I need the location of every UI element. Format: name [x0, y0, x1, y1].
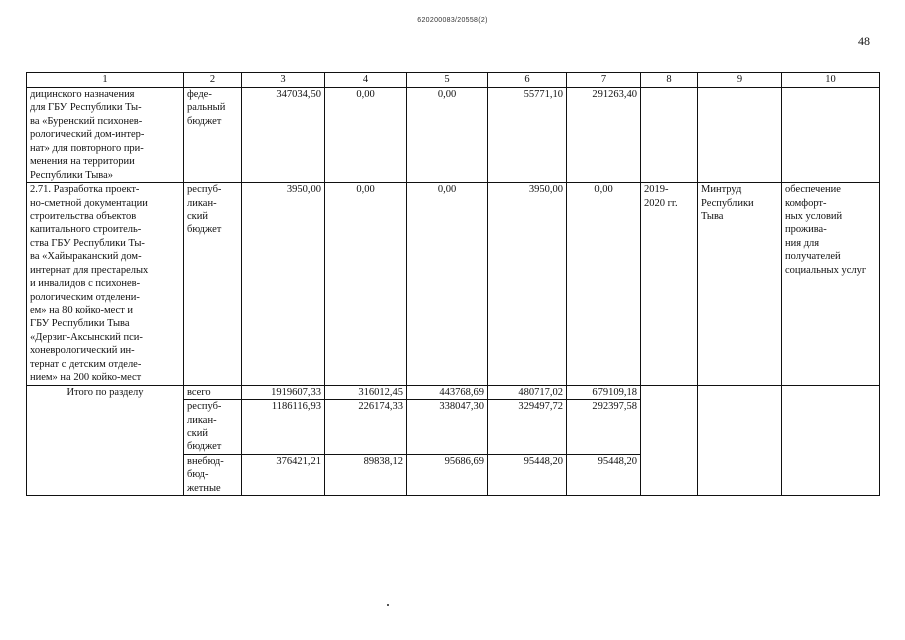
amount-total-cell: 1919607,33 [242, 385, 325, 399]
amount-year-cell: 291263,40 [567, 88, 641, 183]
result-cell [782, 385, 880, 496]
funding-source-cell: респуб- ликан- ский бюджет [184, 400, 242, 455]
scan-speck [387, 604, 389, 606]
executor-cell [698, 385, 782, 496]
budget-table [26, 72, 880, 496]
col-header-1: 1 [27, 73, 184, 88]
amount-year-cell: 292397,58 [567, 400, 641, 455]
amount-total-cell: 3950,00 [242, 183, 325, 386]
amount-year-cell: 0,00 [567, 183, 641, 386]
period-cell [641, 88, 698, 183]
amount-year-cell: 3950,00 [488, 183, 567, 386]
period-cell [641, 385, 698, 496]
col-header-5: 5 [407, 73, 488, 88]
amount-year-cell: 443768,69 [407, 385, 488, 399]
amount-year-cell: 480717,02 [488, 385, 567, 399]
amount-year-cell: 95686,69 [407, 454, 488, 495]
amount-total-cell: 376421,21 [242, 454, 325, 495]
document-id: 620200083/20558(2) [417, 17, 488, 24]
amount-year-cell: 338047,30 [407, 400, 488, 455]
amount-year-cell: 0,00 [407, 88, 488, 183]
section-total-label: Итого по разделу [27, 385, 184, 496]
amount-year-cell: 329497,72 [488, 400, 567, 455]
amount-year-cell: 0,00 [325, 183, 407, 386]
column-number-row [27, 73, 880, 88]
amount-year-cell: 95448,20 [488, 454, 567, 495]
col-header-10: 10 [782, 73, 880, 88]
table-row [27, 183, 880, 386]
amount-year-cell: 0,00 [325, 88, 407, 183]
executor-cell [698, 88, 782, 183]
col-header-2: 2 [184, 73, 242, 88]
period-cell: 2019- 2020 гг. [641, 183, 698, 386]
result-cell: обеспечение комфорт- ных условий прожива- ния для получателей социальных услуг [782, 183, 880, 386]
event-name-cell: 2.71. Разработка проект- но-сметной документации строительства объектов капитального строитель- ства ГБУ Республики Ты- ва «Хайыраканский дом- интернат для престарелых и инвалидов с психонев- рологическим отделени- ем» на 80 койко-мест и ГБУ Республики Тыва «Дерзиг-Аксынский пси- хоневрологический ин- тернат с детским отделе- нием» на 200 койко-мест [27, 183, 184, 386]
col-header-8: 8 [641, 73, 698, 88]
col-header-9: 9 [698, 73, 782, 88]
amount-year-cell: 316012,45 [325, 385, 407, 399]
table-row [27, 88, 880, 183]
amount-year-cell: 55771,10 [488, 88, 567, 183]
col-header-7: 7 [567, 73, 641, 88]
funding-source-cell: респуб- ликан- ский бюджет [184, 183, 242, 386]
col-header-6: 6 [488, 73, 567, 88]
page-number: 48 [858, 34, 870, 48]
col-header-3: 3 [242, 73, 325, 88]
funding-source-cell: внебюд- бюд- жетные [184, 454, 242, 495]
event-name-cell: дицинского назначения для ГБУ Республики Ты- ва «Буренский психонев- рологический дом-интер- нат» для повторного при- менения на территории Республики Тыва» [27, 88, 184, 183]
col-header-4: 4 [325, 73, 407, 88]
funding-source-cell: феде- ральный бюджет [184, 88, 242, 183]
amount-year-cell: 226174,33 [325, 400, 407, 455]
amount-total-cell: 1186116,93 [242, 400, 325, 455]
funding-source-cell: всего [184, 385, 242, 399]
amount-total-cell: 347034,50 [242, 88, 325, 183]
total-row [27, 385, 880, 399]
amount-year-cell: 89838,12 [325, 454, 407, 495]
amount-year-cell: 95448,20 [567, 454, 641, 495]
amount-year-cell: 679109,18 [567, 385, 641, 399]
result-cell [782, 88, 880, 183]
executor-cell: Минтруд Республики Тыва [698, 183, 782, 386]
amount-year-cell: 0,00 [407, 183, 488, 386]
